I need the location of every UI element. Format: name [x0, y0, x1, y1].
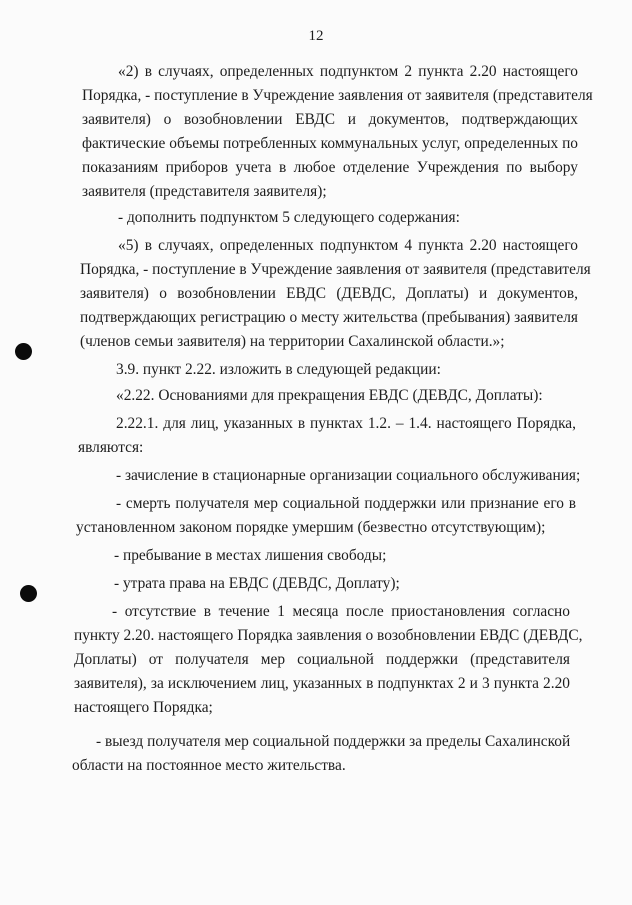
text-line: настоящего Порядка; — [74, 699, 213, 716]
text-line: заявителя) о возобновлении ЕВДС и документов, подтверждающих — [82, 111, 578, 128]
text-line: «5) в случаях, определенных подпунктом 4 пункта 2.20 настоящего — [118, 237, 578, 254]
punch-hole-mark — [20, 585, 37, 602]
text-line: 2.22.1. для лиц, указанных в пунктах 1.2. – 1.4. настоящего Порядка, — [116, 415, 576, 432]
page-number: 12 — [308, 28, 324, 44]
text-line: Порядка, - поступление в Учреждение заявления от заявителя (представителя — [82, 87, 593, 104]
text-line: - отсутствие в течение 1 месяца после приостановления согласно — [112, 603, 570, 620]
text-line: - зачисление в стационарные организации социального обслуживания; — [116, 467, 581, 484]
text-line: - выезд получателя мер социальной поддержки за пределы Сахалинской — [96, 733, 571, 750]
text-line: показаниям приборов учета в любое отделение Учреждения по выбору — [82, 159, 578, 176]
text-line: заявителя (представителя заявителя); — [82, 183, 327, 200]
text-line: - утрата права на ЕВДС (ДЕВДС, Доплату); — [114, 575, 400, 592]
text-line: (членов семьи заявителя) на территории Сахалинской области.»; — [80, 333, 505, 350]
text-line: - смерть получателя мер социальной поддержки или признание его в — [116, 495, 576, 512]
text-line: - пребывание в местах лишения свободы; — [114, 547, 387, 564]
text-line: Порядка, - поступление в Учреждение заявления от заявителя (представителя — [80, 261, 591, 278]
text-line: пункту 2.20. настоящего Порядка заявления о возобновлении ЕВДС (ДЕВДС, — [74, 627, 583, 644]
text-line: установленном законом порядке умершим (безвестно отсутствующим); — [76, 519, 546, 536]
text-line: 3.9. пункт 2.22. изложить в следующей редакции: — [116, 361, 441, 378]
punch-hole-mark — [15, 343, 32, 360]
text-line: области на постоянное место жительства. — [72, 757, 346, 774]
text-line: подтверждающих регистрацию о месту жительства (пребывания) заявителя — [80, 309, 578, 326]
text-line: «2) в случаях, определенных подпунктом 2 пункта 2.20 настоящего — [118, 63, 578, 80]
text-line: заявителя), за исключением лиц, указанных в подпунктах 2 и 3 пункта 2.20 — [74, 675, 570, 692]
text-line: - дополнить подпунктом 5 следующего содержания: — [118, 209, 460, 226]
text-line: фактические объемы потребленных коммунальных услуг, определенных по — [82, 135, 578, 152]
text-line: «2.22. Основаниями для прекращения ЕВДС (ДЕВДС, Доплаты): — [116, 387, 543, 404]
text-line: заявителя) о возобновлении ЕВДС (ДЕВДС, Доплаты) и документов, — [80, 285, 578, 302]
text-line: являются: — [78, 439, 144, 456]
text-line: Доплаты) от получателя мер социальной поддержки (представителя — [74, 651, 570, 668]
